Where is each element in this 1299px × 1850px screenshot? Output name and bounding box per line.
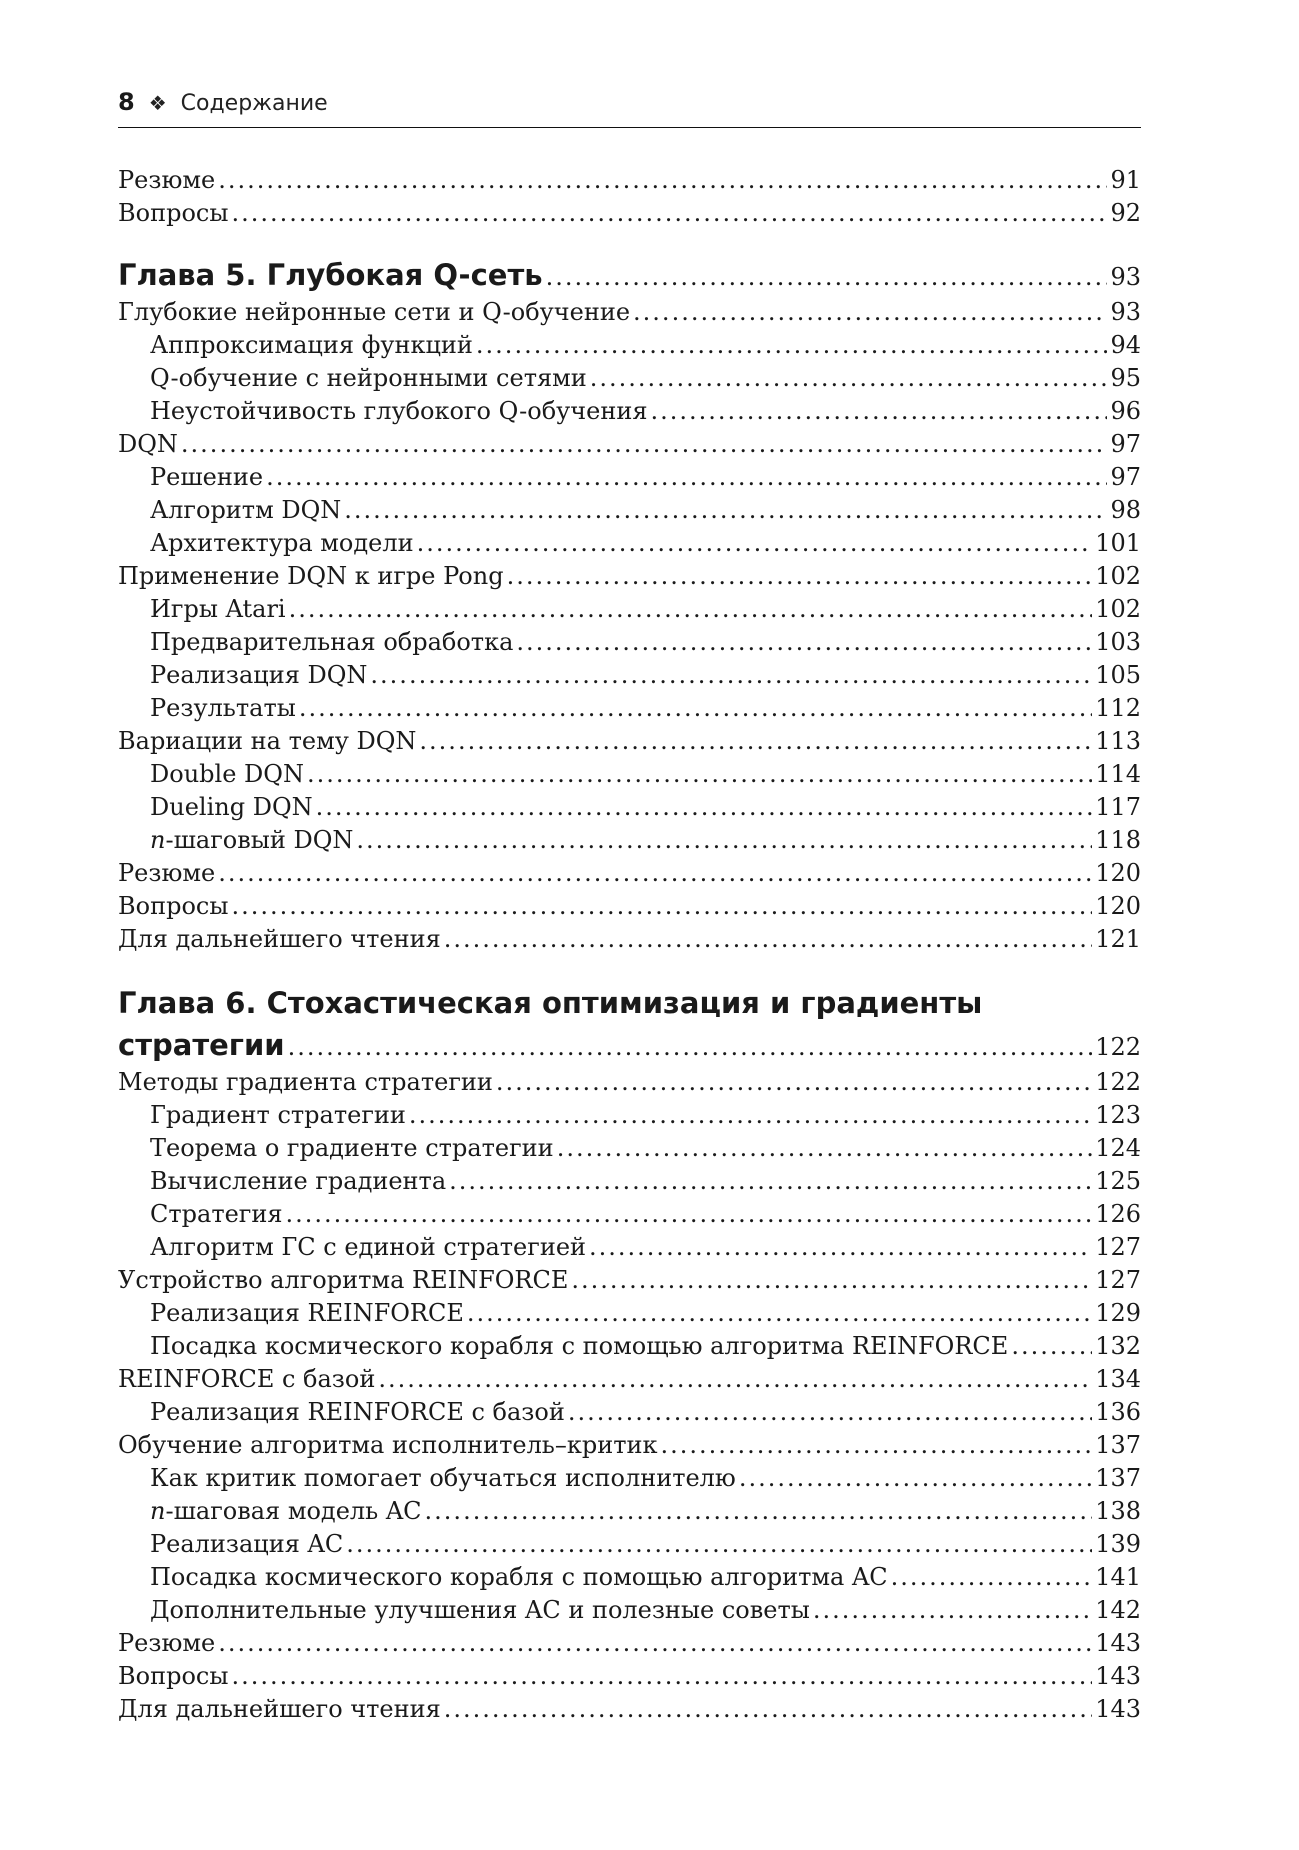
- toc-entry-page: 132: [1095, 1332, 1141, 1360]
- toc-entry-title: Как критик помогает обучаться исполнителю: [150, 1464, 736, 1492]
- toc-entry-title: Алгоритм DQN: [150, 496, 342, 524]
- toc-entry-title: Стратегия: [150, 1200, 283, 1228]
- toc-entry-page: 105: [1095, 661, 1141, 689]
- leader-dots: [316, 791, 1093, 824]
- toc-entry: [118, 1231, 1141, 1264]
- toc-entry: [118, 1627, 1141, 1660]
- toc-entry-title: Dueling DQN: [150, 793, 313, 821]
- leader-dots: [444, 923, 1092, 956]
- leader-dots: [356, 824, 1092, 857]
- toc-entry-title: Устройство алгоритма REINFORCE: [118, 1266, 569, 1294]
- toc-entry-page: 118: [1095, 826, 1141, 854]
- toc-entry: [118, 197, 1141, 230]
- toc-entry-page: 123: [1095, 1101, 1141, 1129]
- toc-entry-title: n-шаговый DQN: [150, 826, 354, 854]
- chapter-6-title-line2: стратегии: [118, 1028, 285, 1062]
- toc-entry: [118, 626, 1141, 659]
- toc-entry: [118, 1429, 1141, 1462]
- leader-dots: [286, 1198, 1093, 1231]
- leader-dots: [425, 1495, 1093, 1528]
- toc-entry-title: Double DQN: [150, 760, 304, 788]
- toc-entry-page: 96: [1110, 397, 1141, 425]
- leader-dots: [650, 395, 1107, 428]
- toc-entry-title: Посадка космического корабля с помощью алгоритма AC: [150, 1563, 888, 1591]
- toc-entry: [118, 1165, 1141, 1198]
- toc-entry: [118, 494, 1141, 527]
- toc-entry: [118, 1462, 1141, 1495]
- toc-entry-page: 129: [1095, 1299, 1141, 1327]
- toc-entry-page: 141: [1095, 1563, 1141, 1591]
- toc-entry-title: Вопросы: [118, 199, 229, 227]
- toc-entry: [118, 593, 1141, 626]
- toc-entry: [118, 164, 1141, 197]
- chapter-5-page: 93: [1110, 263, 1141, 291]
- leader-dots: [467, 1297, 1092, 1330]
- toc-entry-title: Для дальнейшего чтения: [118, 925, 441, 953]
- leader-dots: [288, 1026, 1093, 1066]
- toc-entry: [118, 1693, 1141, 1726]
- toc-entry-page: 143: [1095, 1695, 1141, 1723]
- leader-dots: [633, 296, 1107, 329]
- toc-entry-page: 120: [1095, 892, 1141, 920]
- leader-dots: [231, 197, 1107, 230]
- toc-entry: [118, 1132, 1141, 1165]
- toc-entry-title: Решение: [150, 463, 264, 491]
- leader-dots: [218, 1627, 1092, 1660]
- leader-dots: [891, 1561, 1093, 1594]
- leader-dots: [1011, 1330, 1092, 1363]
- toc-entry: [118, 362, 1141, 395]
- leader-dots: [571, 1264, 1092, 1297]
- leader-dots: [419, 725, 1092, 758]
- toc-entry: [118, 758, 1141, 791]
- leader-dots: [299, 692, 1092, 725]
- toc-entry: [118, 1297, 1141, 1330]
- leader-dots: [417, 527, 1093, 560]
- toc-entry-title: Дополнительные улучшения AC и полезные советы: [150, 1596, 810, 1624]
- toc-entry: [118, 1099, 1141, 1132]
- toc-entry: [118, 296, 1141, 329]
- leader-dots: [266, 461, 1107, 494]
- toc-entry-page: 113: [1095, 727, 1141, 755]
- toc-entry-page: 114: [1095, 760, 1141, 788]
- leader-dots: [739, 1462, 1092, 1495]
- toc-entry-page: 138: [1095, 1497, 1141, 1525]
- toc-entry-title: Резюме: [118, 1629, 216, 1657]
- toc-entry-title: Аппроксимация функций: [150, 331, 473, 359]
- chapter-6-heading: [118, 1024, 1141, 1066]
- toc-entry-page: 134: [1095, 1365, 1141, 1393]
- page-number: 8: [118, 88, 135, 116]
- leader-dots: [370, 659, 1092, 692]
- toc-entry-page: 103: [1095, 628, 1141, 656]
- chapter-5-heading: [118, 254, 1141, 296]
- toc-entry-page: 126: [1095, 1200, 1141, 1228]
- toc-entry-page: 97: [1110, 463, 1141, 491]
- toc-entry: [118, 1594, 1141, 1627]
- leader-dots: [378, 1363, 1092, 1396]
- leader-dots: [231, 1660, 1092, 1693]
- toc-entry-page: 97: [1110, 430, 1141, 458]
- chapter-5-entries: [118, 296, 1141, 956]
- leader-dots: [409, 1099, 1092, 1132]
- toc-entry: [118, 791, 1141, 824]
- toc-entry: [118, 890, 1141, 923]
- leader-dots: [218, 857, 1092, 890]
- leader-dots: [516, 626, 1092, 659]
- toc-entry-title: Вариации на тему DQN: [118, 727, 417, 755]
- toc-entry: [118, 725, 1141, 758]
- leader-dots: [289, 593, 1093, 626]
- leader-dots: [181, 428, 1108, 461]
- toc-entry-title: Q-обучение с нейронными сетями: [150, 364, 587, 392]
- toc-entry-title: Для дальнейшего чтения: [118, 1695, 441, 1723]
- header-rule: [118, 127, 1141, 128]
- toc-entry-page: 137: [1095, 1431, 1141, 1459]
- leader-dots: [661, 1429, 1093, 1462]
- toc-entry: [118, 527, 1141, 560]
- chapter-6-entries: [118, 1066, 1141, 1726]
- toc-entry-title: Резюме: [118, 166, 216, 194]
- toc-entry-title: Применение DQN к игре Pong: [118, 562, 504, 590]
- toc-entry: [118, 1528, 1141, 1561]
- toc-entry-title: Вычисление градиента: [150, 1167, 447, 1195]
- leader-dots: [568, 1396, 1092, 1429]
- toc-entry-page: 95: [1110, 364, 1141, 392]
- toc-entry: [118, 659, 1141, 692]
- toc-entry-title: n-шаговая модель AC: [150, 1497, 422, 1525]
- toc-entry: [118, 1264, 1141, 1297]
- toc-entry: [118, 395, 1141, 428]
- toc-entry-title: DQN: [118, 430, 178, 458]
- toc-entry-page: 125: [1095, 1167, 1141, 1195]
- leader-dots: [449, 1165, 1092, 1198]
- toc-entry-page: 117: [1095, 793, 1141, 821]
- toc-entry-title: Реализация DQN: [150, 661, 368, 689]
- leader-dots: [507, 560, 1093, 593]
- toc-entry: [118, 857, 1141, 890]
- toc-entry-page: 124: [1095, 1134, 1141, 1162]
- toc-entry-title: Неустойчивость глубокого Q-обучения: [150, 397, 648, 425]
- toc-entry-page: 139: [1095, 1530, 1141, 1558]
- toc-entry-page: 121: [1095, 925, 1141, 953]
- toc-entry-page: 91: [1110, 166, 1141, 194]
- toc-entry-title: Обучение алгоритма исполнитель–критик: [118, 1431, 658, 1459]
- toc-entry-page: 101: [1095, 529, 1141, 557]
- ornament-icon: ❖: [148, 91, 167, 115]
- chapter-5-title: Глава 5. Глубокая Q-сеть: [118, 258, 543, 292]
- leader-dots: [557, 1132, 1093, 1165]
- toc-entry: [118, 1561, 1141, 1594]
- toc-entry-page: 102: [1095, 562, 1141, 590]
- toc-entry-title: Алгоритм ГС с единой стратегией: [150, 1233, 587, 1261]
- toc-entry-title: Посадка космического корабля с помощью алгоритма REINFORCE: [150, 1332, 1009, 1360]
- toc-entry-title: Предварительная обработка: [150, 628, 514, 656]
- toc-entry: [118, 1066, 1141, 1099]
- toc-entry-page: 112: [1095, 694, 1141, 722]
- chapter-6-page: 122: [1095, 1033, 1141, 1061]
- toc-entry-title: Реализация AC: [150, 1530, 344, 1558]
- toc-entry-title: Методы градиента стратегии: [118, 1068, 493, 1096]
- toc-block-previous-chapter: [118, 164, 1141, 230]
- toc-entry-title: Градиент стратегии: [150, 1101, 406, 1129]
- toc-entry-page: 137: [1095, 1464, 1141, 1492]
- toc-entry: [118, 461, 1141, 494]
- toc-entry-title: Игры Atari: [150, 595, 286, 623]
- leader-dots: [589, 1231, 1092, 1264]
- leader-dots: [496, 1066, 1092, 1099]
- toc-entry-title: Вопросы: [118, 892, 229, 920]
- toc-entry-page: 94: [1110, 331, 1141, 359]
- toc-entry: [118, 329, 1141, 362]
- toc-entry-page: 120: [1095, 859, 1141, 887]
- toc-entry-page: 93: [1110, 298, 1141, 326]
- toc-entry-page: 127: [1095, 1266, 1141, 1294]
- toc-entry-title: Резюме: [118, 859, 216, 887]
- table-of-contents: [118, 164, 1141, 1726]
- toc-entry-page: 143: [1095, 1662, 1141, 1690]
- toc-entry-title: Реализация REINFORCE с базой: [150, 1398, 565, 1426]
- toc-entry-title: Теорема о градиенте стратегии: [150, 1134, 554, 1162]
- leader-dots: [444, 1693, 1092, 1726]
- toc-entry: [118, 1396, 1141, 1429]
- leader-dots: [813, 1594, 1092, 1627]
- toc-entry-page: 142: [1095, 1596, 1141, 1624]
- toc-entry-page: 102: [1095, 595, 1141, 623]
- toc-entry: [118, 824, 1141, 857]
- toc-entry-page: 127: [1095, 1233, 1141, 1261]
- toc-entry: [118, 923, 1141, 956]
- toc-entry-page: 98: [1110, 496, 1141, 524]
- leader-dots: [344, 494, 1107, 527]
- toc-entry: [118, 1363, 1141, 1396]
- toc-entry-title: REINFORCE с базой: [118, 1365, 376, 1393]
- running-title: Содержание: [180, 91, 328, 116]
- toc-entry: [118, 560, 1141, 593]
- toc-entry-title: Реализация REINFORCE: [150, 1299, 464, 1327]
- toc-entry-page: 136: [1095, 1398, 1141, 1426]
- leader-dots: [590, 362, 1108, 395]
- toc-entry-title: Глубокие нейронные сети и Q-обучение: [118, 298, 631, 326]
- toc-entry: [118, 692, 1141, 725]
- toc-entry-title: Результаты: [150, 694, 296, 722]
- toc-entry: [118, 1198, 1141, 1231]
- toc-entry: [118, 1330, 1141, 1363]
- leader-dots: [218, 164, 1107, 197]
- leader-dots: [546, 256, 1108, 296]
- running-header: [118, 88, 1141, 116]
- toc-entry-page: 143: [1095, 1629, 1141, 1657]
- toc-entry-page: 122: [1095, 1068, 1141, 1096]
- toc-entry: [118, 1660, 1141, 1693]
- toc-entry-title: Вопросы: [118, 1662, 229, 1690]
- chapter-6-title-line1: Глава 6. Стохастическая оптимизация и градиенты: [118, 986, 983, 1020]
- toc-entry: [118, 1495, 1141, 1528]
- toc-entry: [118, 428, 1141, 461]
- leader-dots: [476, 329, 1108, 362]
- toc-entry-page: 92: [1110, 199, 1141, 227]
- leader-dots: [231, 890, 1092, 923]
- leader-dots: [307, 758, 1092, 791]
- leader-dots: [346, 1528, 1092, 1561]
- toc-entry-title: Архитектура модели: [150, 529, 414, 557]
